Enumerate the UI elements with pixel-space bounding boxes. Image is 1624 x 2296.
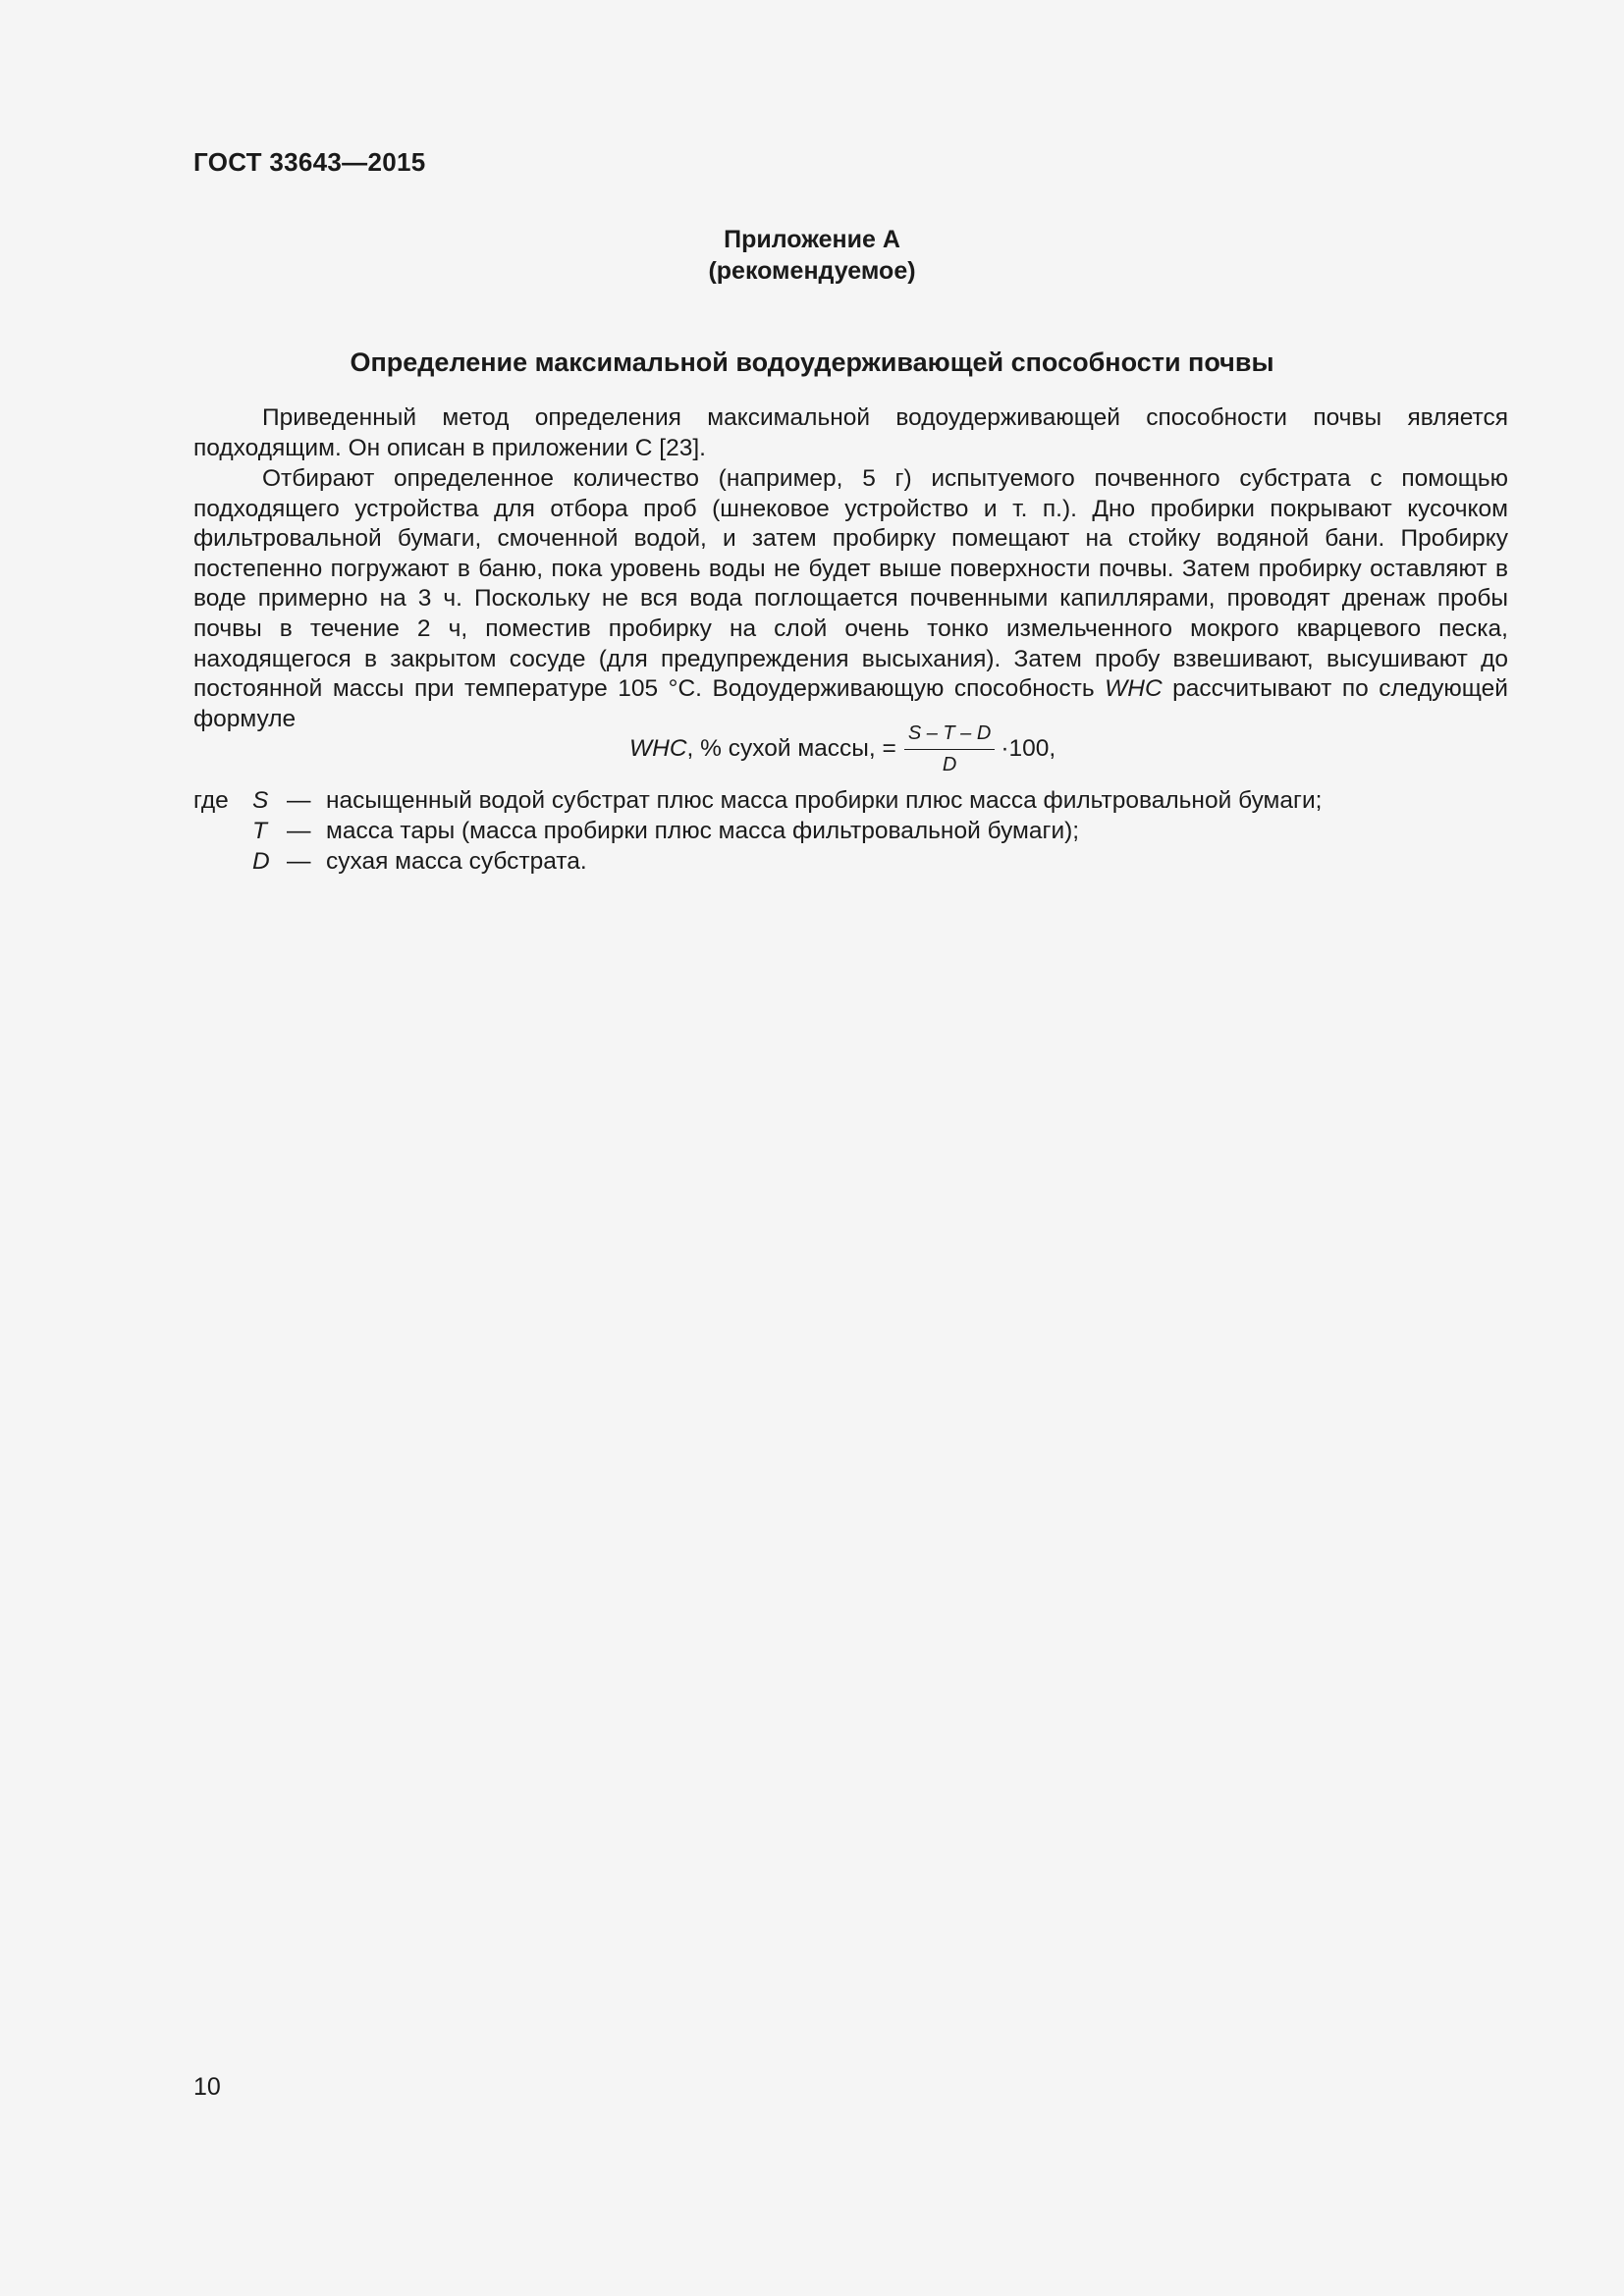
where-lead: где <box>193 787 229 814</box>
annex-heading <box>0 224 1624 287</box>
definition-row <box>193 846 1322 877</box>
paragraph-2-text <box>193 464 1508 734</box>
symbol-definitions <box>193 785 1322 877</box>
formula-denominator: D <box>942 753 957 775</box>
paragraph-2 <box>193 464 1508 734</box>
formula-multiplier: ·100, <box>1001 735 1056 762</box>
formula-lhs-text: , % сухой массы, = <box>686 735 896 762</box>
dash: — <box>287 818 311 844</box>
formula-lhs-var: WHC <box>629 735 687 762</box>
dash: — <box>287 787 311 814</box>
annex-title: Приложение А <box>724 226 900 253</box>
formula-fraction <box>904 722 995 776</box>
page-number: 10 <box>193 2073 221 2101</box>
definition-text: сухая масса субстрата. <box>326 848 587 875</box>
whc-term: WHC <box>1105 675 1163 703</box>
formula-numerator: S – T – D <box>904 722 995 750</box>
paragraph-1 <box>193 403 1508 463</box>
paragraph-2-part1: Отбирают определенное количество (например, 5 г) испытуемого почвенного субстрата с помощью подходящего устройства для отбора проб (шнековое устройство и т. п.). Дно пробирки покрывают кусочком фильтровальной бумаги, смоченной водой, и затем пробирку помещают на стойку водяной бани. Пробирку постепенно погружают в баню, пока уровень воды не будет выше поверхности почвы. Затем пробирку оставляют в воде примерно на 3 ч. Поскольку не вся вода поглощается почвенными капиллярами, проводят дренаж пробы почвы в течение 2 ч, поместив пробирку на слой очень тонко измельченного мокрого кварцевого песка, находящегося в закрытом сосуде (для предупреждения высыхания). Затем пробу взвешивают, высушивают до постоянной массы при температуре 105 °С. Водоудерживающую способность <box>193 465 1508 703</box>
document-id: ГОСТ 33643—2015 <box>193 147 426 177</box>
paragraph-1-text: Приведенный метод определения максимальной водоудерживающей способности почвы является подходящим. Он описан в приложении С [23]. <box>193 404 1508 461</box>
section-title: Определение максимальной водоудерживающей способности почвы <box>350 347 1274 377</box>
paragraph-2-part2: рассчитывают по следующей формуле <box>193 675 1508 732</box>
definition-text: насыщенный водой субстрат плюс масса пробирки плюс масса фильтровальной бумаги; <box>326 787 1323 814</box>
definition-row <box>193 816 1322 846</box>
symbol: T <box>252 818 267 844</box>
definition-row <box>193 785 1322 816</box>
dash: — <box>287 848 311 875</box>
annex-subtitle: (рекомендуемое) <box>708 257 916 285</box>
symbol: S <box>252 787 269 814</box>
symbol: D <box>252 848 270 875</box>
definition-text: масса тары (масса пробирки плюс масса фильтровальной бумаги); <box>326 818 1080 844</box>
